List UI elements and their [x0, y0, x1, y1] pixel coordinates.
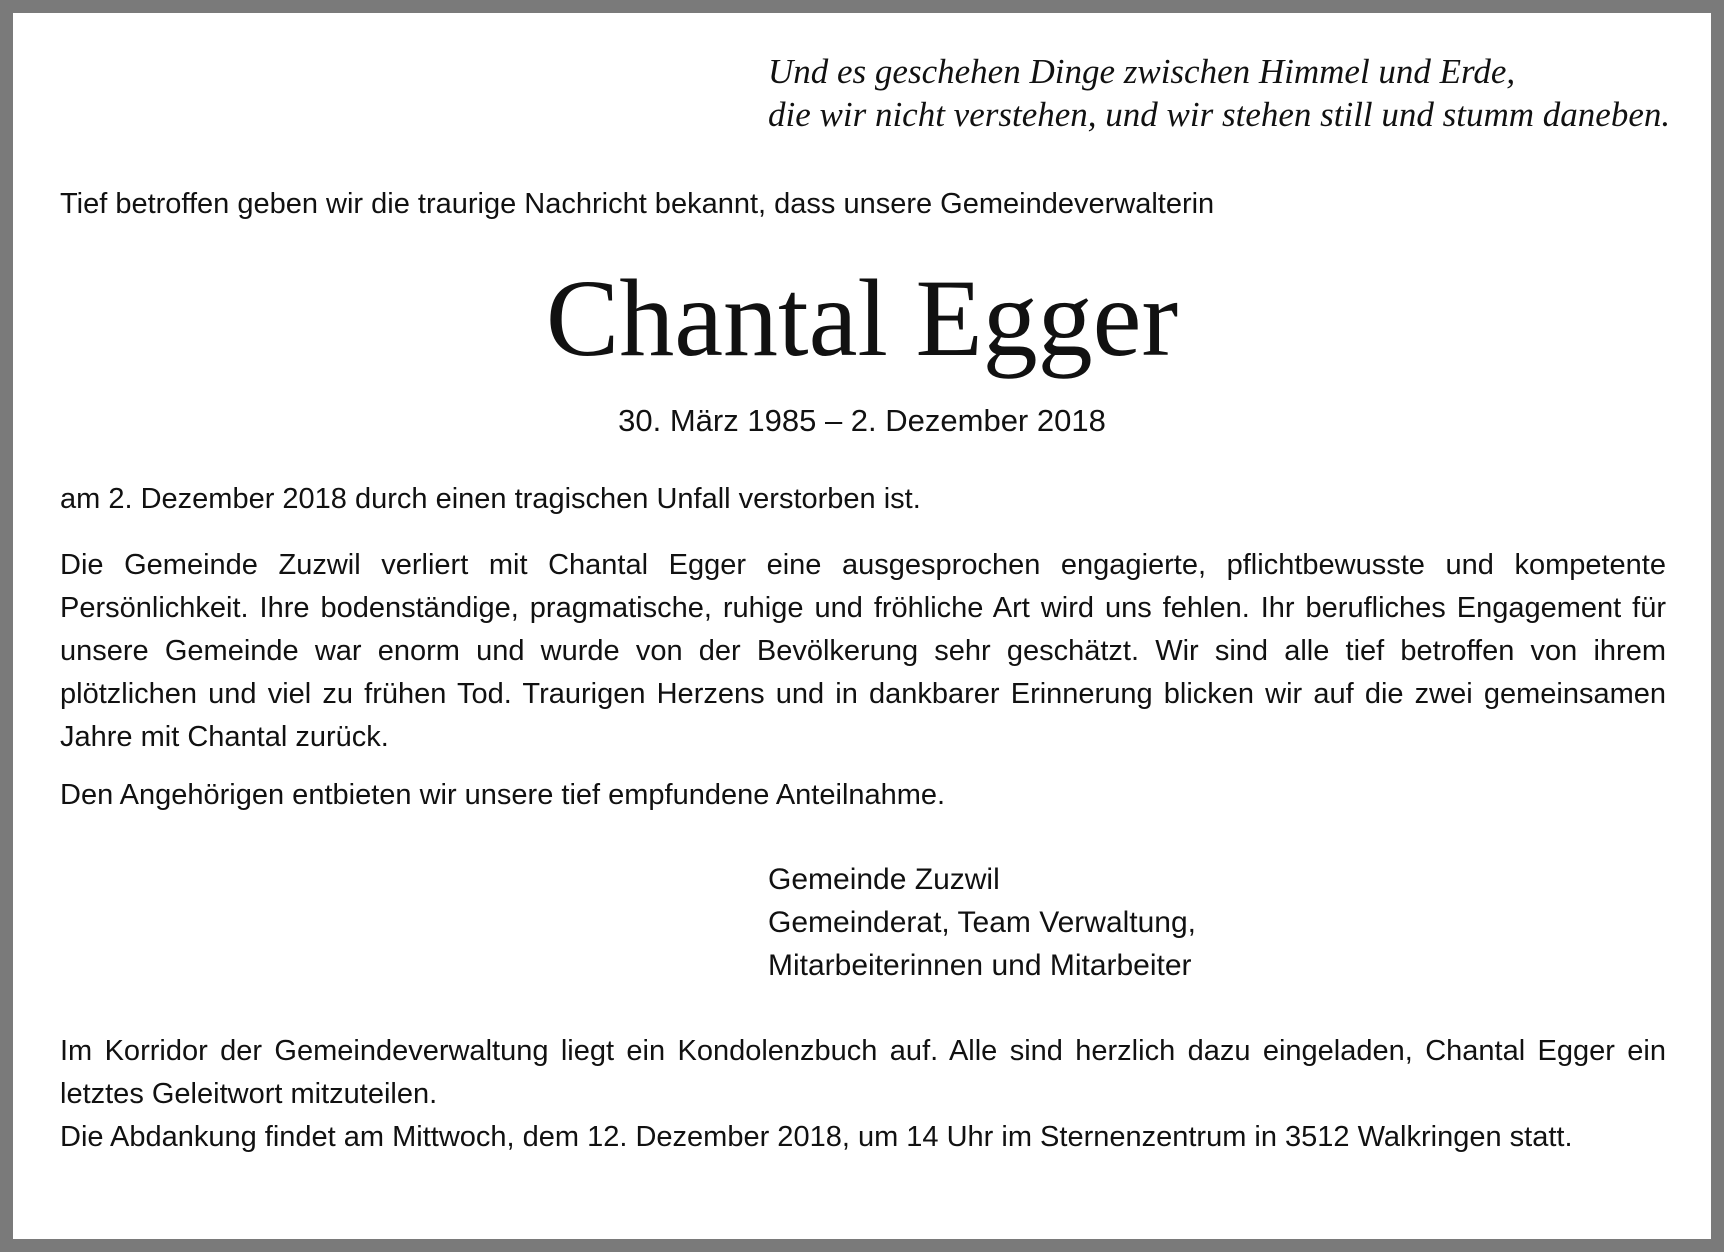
motto-line-1: Und es geschehen Dinge zwischen Himmel und Erde,: [768, 52, 1516, 91]
motto-quote: [768, 50, 1670, 136]
signature-line-3: Mitarbeiterinnen und Mitarbeiter: [768, 949, 1192, 982]
life-dates: 30. März 1985 – 2. Dezember 2018: [618, 403, 1106, 438]
signature-line-1: Gemeinde Zuzwil: [768, 863, 1000, 896]
paragraph-condolence: Den Angehörigen entbieten wir unsere tief empfundene Anteilnahme.: [60, 779, 946, 811]
signature-block: [768, 858, 1196, 987]
motto-line-2: die wir nicht verstehen, und wir stehen still und stumm daneben.: [768, 95, 1671, 134]
paragraph-condolence-book: Im Korridor der Gemeindeverwaltung liegt ein Kondolenzbuch auf. Alle sind herzlich dazu eingeladen, Chantal Egger ein letztes Geleitwort mitzuteilen.: [60, 1035, 1666, 1110]
signature-line-2: Gemeinderat, Team Verwaltung,: [768, 906, 1197, 939]
obituary-page: [13, 13, 1711, 1239]
paragraph-died: am 2. Dezember 2018 durch einen tragischen Unfall verstorben ist.: [60, 483, 921, 515]
paragraph-funeral: Die Abdankung findet am Mittwoch, dem 12. Dezember 2018, um 14 Uhr im Sternenzentrum in 3512 Walkringen statt.: [60, 1121, 1573, 1153]
intro-text: Tief betroffen geben wir die traurige Nachricht bekannt, dass unsere Gemeindeverwalterin: [60, 188, 1215, 220]
paragraph-main: Die Gemeinde Zuzwil verliert mit Chantal Egger eine ausgesprochen engagierte, pflichtbewusste und kompetente Persönlichkeit. Ihre bodenständige, pragmatische, ruhige und fröhliche Art wird uns fehlen. Ihr berufliches Engagement für unsere Gemeinde war enorm und wurde von der Bevölkerung sehr geschätzt. Wir sind alle tief betroffen von ihrem plötzlichen und viel zu frühen Tod. Traurigen Herzens und in dankbarer Erinnerung blicken wir auf die zwei gemeinsamen Jahre mit Chantal zurück.: [60, 549, 1666, 753]
deceased-name: Chantal Egger: [545, 257, 1179, 379]
